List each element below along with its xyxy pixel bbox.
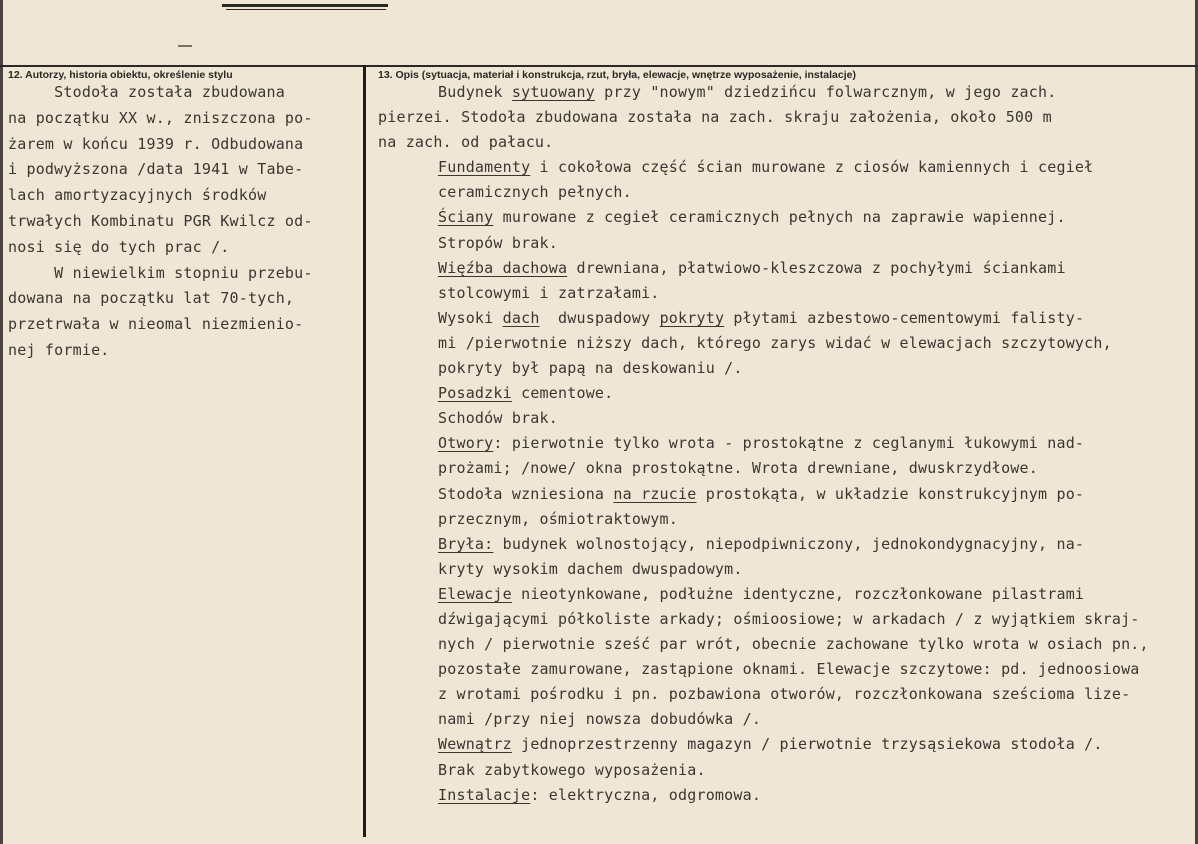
underlined-term: Więźba dachowa — [438, 258, 568, 277]
text-fragment: : pierwotnie tylko wrota - prostokątne z ceglanymi łukowymi nad- — [493, 434, 1085, 453]
top-rule-thin — [226, 9, 386, 10]
text-line: Brak zabytkowego wyposażenia. — [438, 760, 706, 779]
text-line — [378, 732, 1178, 757]
text-line: pozostałe zamurowane, zastąpione oknami. Elewacje szczytowe: pd. jednoosiowa — [438, 660, 1140, 679]
text-line — [378, 381, 1178, 406]
text-line: W niewielkim stopniu przebu- — [8, 263, 313, 282]
underlined-term: na rzucie — [613, 484, 697, 503]
text-line: ceramicznych pełnych. — [438, 183, 632, 202]
text-fragment: dwuspadowy — [539, 308, 660, 327]
text-line: z wrotami pośrodku i pn. pozbawiona otworów, rozczłonkowana sześcioma lize- — [438, 685, 1131, 704]
text-line: nami /przy niej nowsza dobudówka /. — [438, 710, 762, 729]
text-line — [378, 155, 1178, 180]
section-13-header: 13. Opis (sytuacja, materiał i konstrukcja, rzut, bryła, elewacje, wnętrze wyposażenie, instalacje) — [378, 69, 856, 81]
text-line: trwałych Kombinatu PGR Kwilcz od- — [8, 211, 313, 230]
text-line: nosi się do tych prac /. — [8, 237, 230, 256]
text-line: stolcowymi i zatrzałami. — [438, 283, 660, 302]
underlined-term: Wewnątrz — [438, 735, 512, 754]
underlined-term: Bryła: — [438, 534, 494, 553]
text-line: na początku XX w., zniszczona po- — [8, 108, 313, 127]
text-fragment: budynek wolnostojący, niepodpiwniczony, jednokondygnacyjny, na- — [493, 534, 1085, 553]
text-line: przecznym, ośmiotraktowym. — [438, 509, 678, 528]
form-horizontal-rule — [0, 65, 1198, 67]
text-line: Stodoła została zbudowana — [8, 83, 285, 101]
text-line: prożami; /nowe/ okna prostokątne. Wrota drewniane, dwuskrzydłowe. — [438, 459, 1038, 478]
section-13-body — [378, 80, 1178, 808]
underlined-term: Elewacje — [438, 584, 512, 603]
text-line: mi /pierwotnie niższy dach, którego zarys widać w elewacjach szczytowych, — [438, 333, 1112, 352]
text-line: i podwyższona /data 1941 w Tabe- — [8, 160, 304, 179]
text-line — [378, 482, 1178, 507]
form-column-divider — [363, 65, 366, 837]
underlined-term: Fundamenty — [438, 158, 531, 177]
top-rule — [222, 4, 388, 7]
text-line: kryty wysokim dachem dwuspadowym. — [438, 559, 743, 578]
text-line — [378, 256, 1178, 281]
text-fragment: i cokołowa część ścian murowane z ciosów kamiennych i cegieł — [530, 158, 1094, 177]
underlined-term: sytuowany — [511, 83, 595, 101]
section-12-body — [8, 80, 358, 364]
text-line — [378, 80, 1178, 105]
text-line: lach amortyzacyjnych środków — [8, 186, 267, 205]
text-fragment: przy "nowym" dziedzińcu folwarcznym, w jego zach. — [594, 83, 1057, 101]
text-line: nych / pierwotnie sześć par wrót, obecnie zachowane tylko wrota w osiach pn., — [438, 635, 1149, 654]
text-line — [378, 306, 1178, 331]
pencil-mark — [178, 45, 192, 47]
text-fragment: płytami azbestowo-cementowymi falisty- — [724, 308, 1085, 327]
text-line — [378, 205, 1178, 230]
section-12-header: 12. Autorzy, historia obiektu, określenie stylu — [8, 69, 233, 81]
text-line: Schodów brak. — [438, 409, 558, 428]
underlined-term: Otwory — [438, 434, 494, 453]
text-fragment: Wysoki — [438, 308, 503, 327]
text-line — [378, 582, 1178, 607]
text-fragment: drewniana, płatwiowo-kleszczowa z pochyłymi ściankami — [567, 258, 1066, 277]
text-line: pokryty był papą na deskowaniu /. — [438, 359, 743, 378]
text-fragment: Stodoła wzniesiona — [438, 484, 614, 503]
text-fragment: murowane z cegieł ceramicznych pełnych na zaprawie wapiennej. — [493, 208, 1066, 227]
text-line: pierzei. Stodoła zbudowana została na zach. skraju założenia, około 500 m — [378, 108, 1052, 127]
text-fragment: jednoprzestrzenny magazyn / pierwotnie trzysąsiekowa stodoła /. — [511, 735, 1103, 754]
text-line: dźwigającymi półkoliste arkady; ośmioosiowe; w arkadach / z wyjątkiem skraj- — [438, 609, 1140, 628]
underlined-term: Instalacje — [438, 785, 531, 804]
underlined-term: dach — [502, 308, 540, 327]
text-line: przetrwała w nieomal niezmienio- — [8, 315, 304, 334]
text-line: żarem w końcu 1939 r. Odbudowana — [8, 134, 304, 153]
text-line: dowana na początku lat 70-tych, — [8, 289, 295, 308]
text-fragment: prostokąta, w układzie konstrukcyjnym po- — [696, 484, 1085, 503]
underlined-term: Posadzki — [438, 384, 512, 403]
text-line: na zach. od pałacu. — [378, 133, 554, 152]
text-line: Stropów brak. — [438, 233, 558, 252]
text-line — [378, 783, 1178, 808]
text-fragment: nieotynkowane, podłużne identyczne, rozczłonkowane pilastrami — [511, 584, 1085, 603]
underlined-term: Ściany — [438, 208, 494, 227]
text-fragment: : elektryczna, odgromowa. — [530, 785, 762, 804]
text-line: nej formie. — [8, 340, 110, 359]
page-border-left — [0, 0, 3, 844]
text-fragment: cementowe. — [511, 384, 614, 403]
text-line — [378, 532, 1178, 557]
text-fragment: Budynek — [438, 83, 512, 101]
text-line — [378, 431, 1178, 456]
underlined-term: pokryty — [659, 308, 725, 327]
